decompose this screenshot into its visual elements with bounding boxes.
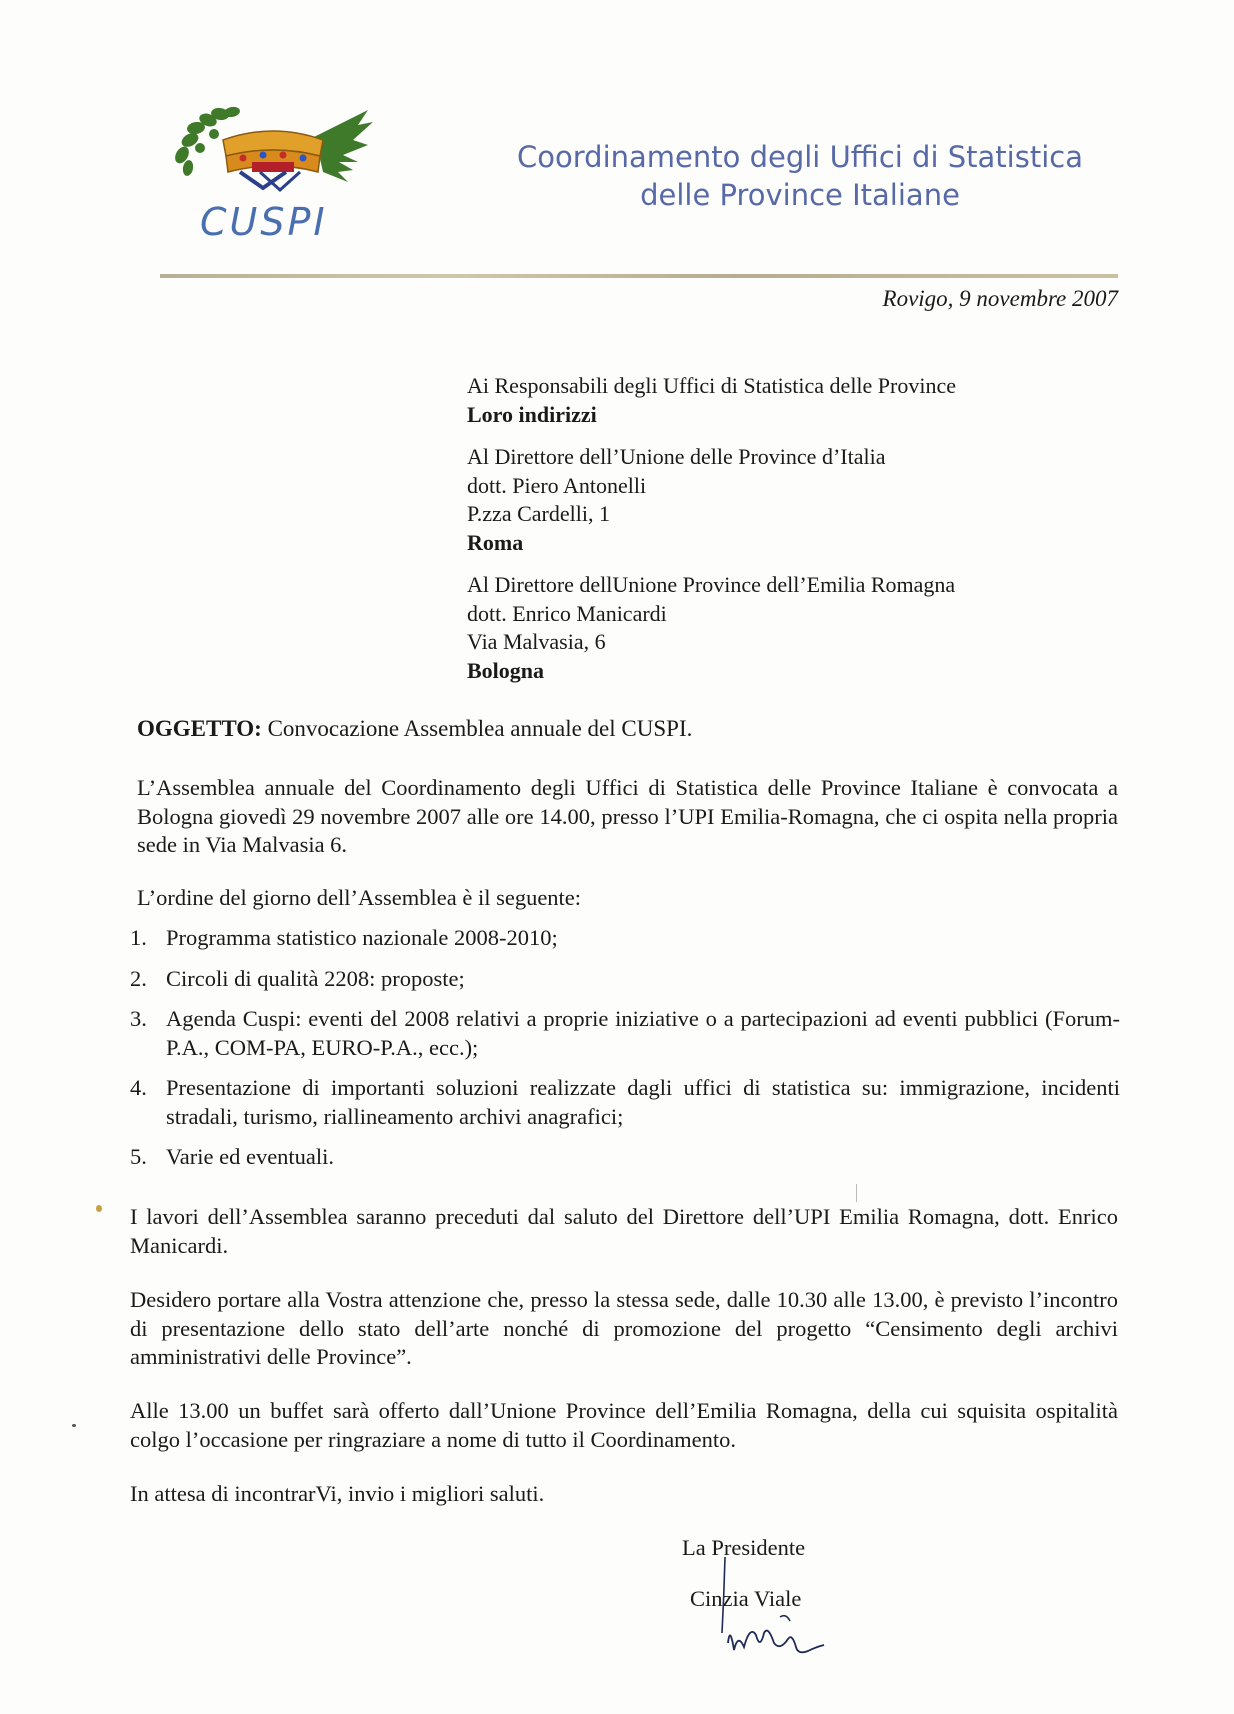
organization-title-line2: delle Province Italiane: [640, 178, 960, 212]
recipient-line: Ai Responsabili degli Uffici di Statistica delle Province: [467, 373, 957, 398]
scan-speck: [856, 1184, 857, 1202]
agenda-list: [130, 924, 1120, 1184]
agenda-item-number: 4.: [130, 1075, 147, 1100]
agenda-item-number: 3.: [130, 1006, 147, 1031]
agenda-item-text: Circoli di qualità 2208: proposte;: [166, 965, 465, 991]
recipient-line: dott. Piero Antonelli: [467, 472, 647, 498]
organization-title: [480, 138, 1120, 214]
recipient-place: Bologna: [467, 657, 545, 683]
agenda-item: [130, 1005, 1120, 1062]
signer-name: Cinzia Viale: [690, 1586, 802, 1611]
recipient-1: [467, 372, 1087, 429]
letter-date: Rovigo, 9 novembre 2007: [882, 286, 1118, 311]
scan-speck: [72, 1424, 76, 1427]
agenda-item: [130, 1074, 1120, 1131]
signer-role: La Presidente: [682, 1535, 806, 1560]
header-divider: [160, 274, 1118, 278]
recipient-3: [467, 571, 1087, 685]
recipient-line: Al Direttore dell’Unione delle Province d’Italia: [467, 444, 886, 469]
body-paragraph-closing: In attesa di incontrarVi, invio i migliori saluti.: [130, 1481, 545, 1506]
body-paragraph-buffet: Alle 13.00 un buffet sarà offerto dall’Unione Province dell’Emilia Romagna, della cui squisita ospitalità colgo l’occasione per ringraziare a nome di tutto il Coordinamento.: [130, 1398, 1118, 1452]
crown-laurel-emblem-icon: [168, 100, 378, 210]
subject-text: Convocazione Assemblea annuale del CUSPI.: [267, 716, 693, 741]
body-paragraph-convocation: L’Assemblea annuale del Coordinamento degli Uffici di Statistica delle Province Italiane è convocata a Bologna giovedì 29 novembre 2007 alle ore 14.00, presso l’UPI Emilia-Romagna, che ci ospita nella propria sede in Via Malvasia 6.: [137, 775, 1118, 857]
agenda-item-number: 5.: [130, 1144, 147, 1169]
agenda-item-text: Varie ed eventuali.: [166, 1144, 335, 1169]
recipient-2: [467, 443, 1087, 557]
agenda-intro: L’ordine del giorno dell’Assemblea è il seguente:: [137, 885, 582, 910]
recipient-place: Roma: [467, 529, 524, 555]
body-paragraph-greeting: I lavori dell’Assemblea saranno preceduti dal saluto del Direttore dell’UPI Emilia Romagna, dott. Enrico Manicardi.: [130, 1204, 1118, 1258]
recipient-line: P.zza Cardelli, 1: [467, 501, 610, 526]
recipient-place: Loro indirizzi: [467, 401, 597, 427]
recipient-line: Al Direttore dellUnione Province dell’Emilia Romagna: [467, 572, 956, 597]
recipients-block: [467, 372, 1087, 699]
cuspi-logo: [168, 100, 378, 250]
agenda-item-text: Agenda Cuspi: eventi del 2008 relativi a proprie iniziative o a partecipazioni ad eventi pubblici (Forum-P.A., COM-PA, EURO-P.A., ecc.);: [166, 1006, 1120, 1060]
agenda-item-number: 2.: [130, 965, 147, 991]
agenda-item-text: Programma statistico nazionale 2008-2010;: [166, 925, 558, 950]
recipient-line: dott. Enrico Manicardi: [467, 600, 667, 626]
agenda-item-number: 1.: [130, 925, 147, 950]
subject-line: [137, 716, 692, 742]
handwritten-signature: [680, 1555, 840, 1665]
logo-text: CUSPI: [200, 200, 328, 244]
recipient-line: Via Malvasia, 6: [467, 629, 606, 654]
subject-label: OGGETTO:: [137, 716, 262, 741]
agenda-item-text: Presentazione di importanti soluzioni realizzate dagli uffici di statistica su: immigrazione, incidenti stradali, turismo, riallineamento archivi anagrafici;: [166, 1075, 1120, 1129]
agenda-item: [130, 924, 1120, 953]
scan-speck: [96, 1205, 102, 1212]
agenda-item: [130, 965, 1120, 994]
organization-title-line1: Coordinamento degli Uffici di Statistica: [517, 140, 1083, 174]
body-paragraph-meeting: Desidero portare alla Vostra attenzione che, presso la stessa sede, dalle 10.30 alle 13.00, è previsto l’incontro di presentazione dello stato dell’arte nonché di promozione del progetto “Censimento degli archivi amministrativi delle Province”.: [130, 1287, 1118, 1369]
agenda-item: [130, 1143, 1120, 1172]
